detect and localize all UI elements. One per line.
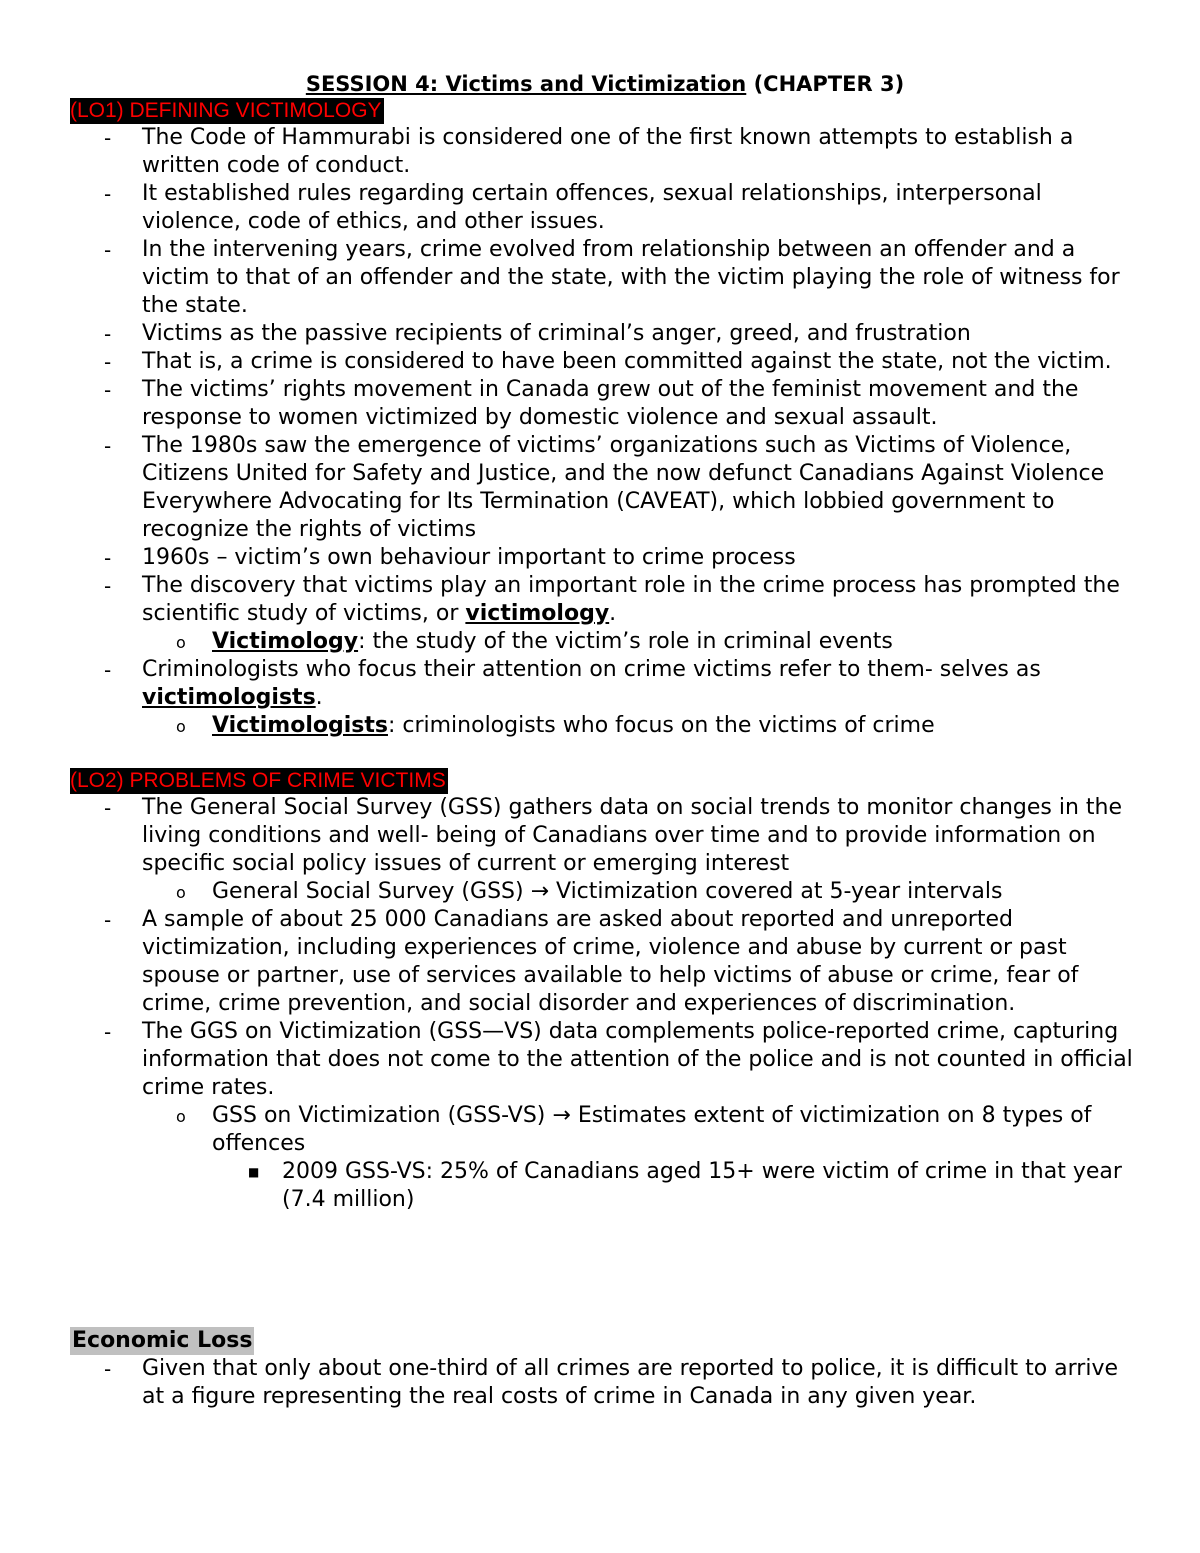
dash-bullet-icon: - [104, 238, 112, 262]
dash-bullet-icon: - [104, 908, 112, 932]
dash-bullet-icon: - [104, 574, 112, 598]
section-heading: (LO1) DEFINING VICTIMOLOGY [70, 99, 382, 122]
hollow-circle-bullet-icon: o [176, 883, 186, 902]
list-item: - The GGS on Victimization (GSS—VS) data complements police-reported crime, capturing information that does not come to the attention of the police and is not counted in official crime rates. [104, 1019, 1133, 1100]
dash-bullet-icon: - [104, 182, 112, 206]
section-heading: (LO2) PROBLEMS OF CRIME VICTIMS [70, 769, 446, 792]
dash-bullet-icon: - [104, 126, 112, 150]
list-item: - The Code of Hammurabi is considered one of the first known attempts to establish a written code of conduct. [104, 125, 1074, 178]
square-bullet-icon: ■ [248, 1165, 260, 1179]
dash-bullet-icon: - [104, 1020, 112, 1044]
list-item: - Criminologists who focus their attention on crime victims refer to them- selves as victimologists. [104, 657, 1041, 710]
section-economic-loss [70, 1327, 1140, 1411]
dash-bullet-icon: - [104, 434, 112, 458]
list-item: - The discovery that victims play an important role in the crime process has prompted the scientific study of victims, or victimology. [104, 573, 1120, 626]
list-item: - 1960s – victim’s own behaviour important to crime process [104, 545, 796, 570]
document-title [70, 70, 1140, 98]
dash-bullet-icon: - [104, 378, 112, 402]
list-item: - In the intervening years, crime evolved from relationship between an offender and a victim to that of an offender and the state, with the victim playing the role of witness for the state. [104, 237, 1120, 318]
list-item: - Given that only about one-third of all crimes are reported to police, it is difficult to arrive at a figure representing the real costs of crime in Canada in any given year. [104, 1356, 1119, 1409]
hollow-circle-bullet-icon: o [176, 717, 186, 736]
title-rest: (CHAPTER 3) [746, 72, 905, 96]
key-term: Victimology [212, 629, 359, 654]
key-term: Victimologists [212, 713, 388, 738]
list-item: ■ 2009 GSS-VS: 25% of Canadians aged 15+ were victim of crime in that year (7.4 million) [248, 1159, 1122, 1212]
list-item: - The General Social Survey (GSS) gathers data on social trends to monitor changes in the living conditions and well- being of Canadians over time and to provide information on specific social policy issues of current or emerging interest [104, 795, 1122, 876]
hollow-circle-bullet-icon: o [176, 1107, 186, 1126]
key-term: victimologists [142, 685, 316, 710]
dash-bullet-icon: - [104, 546, 112, 570]
section-lo2 [70, 768, 1140, 1214]
document-page [70, 70, 1140, 1411]
list-item: - A sample of about 25 000 Canadians are asked about reported and unreported victimization, including experiences of crime, violence and abuse by current or past spouse or partner, use of services available to help victims of abuse or crime, fear of crime, crime prevention, and social disorder and experiences of discrimination. [104, 907, 1079, 1016]
list-item: - The 1980s saw the emergence of victims’ organizations such as Victims of Violence, Citizens United for Safety and Justice, and the now defunct Canadians Against Violence Everywhere Advocating for Its Termination (CAVEAT), which lobbied government to recognize the rights of victims [104, 433, 1105, 542]
title-underlined: SESSION 4: Victims and Victimization [305, 72, 747, 96]
list-item: o Victimologists: criminologists who focus on the victims of crime [70, 712, 1140, 740]
list-item: - That is, a crime is considered to have been committed against the state, not the victim. [104, 349, 1112, 374]
list-item: - It established rules regarding certain offences, sexual relationships, interpersonal violence, code of ethics, and other issues. [104, 181, 1042, 234]
dash-bullet-icon: - [104, 322, 112, 346]
list-item: o GSS on Victimization (GSS-VS) → Estimates extent of victimization on 8 types of offences [176, 1103, 1092, 1156]
list-item: o General Social Survey (GSS) → Victimization covered at 5-year intervals [70, 878, 1140, 906]
dash-bullet-icon: - [104, 1357, 112, 1381]
list-item: - The victims’ rights movement in Canada grew out of the feminist movement and the response to women victimized by domestic violence and sexual assault. [104, 377, 1079, 430]
dash-bullet-icon: - [104, 658, 112, 682]
key-term: victimology [465, 601, 610, 626]
hollow-circle-bullet-icon: o [176, 633, 186, 652]
dash-bullet-icon: - [104, 350, 112, 374]
section-heading: Economic Loss [72, 1328, 253, 1353]
list-item: o Victimology: the study of the victim’s role in criminal events [70, 628, 1140, 656]
dash-bullet-icon: - [104, 796, 112, 820]
section-lo1 [70, 98, 1140, 740]
list-item: - Victims as the passive recipients of criminal’s anger, greed, and frustration [104, 321, 971, 346]
